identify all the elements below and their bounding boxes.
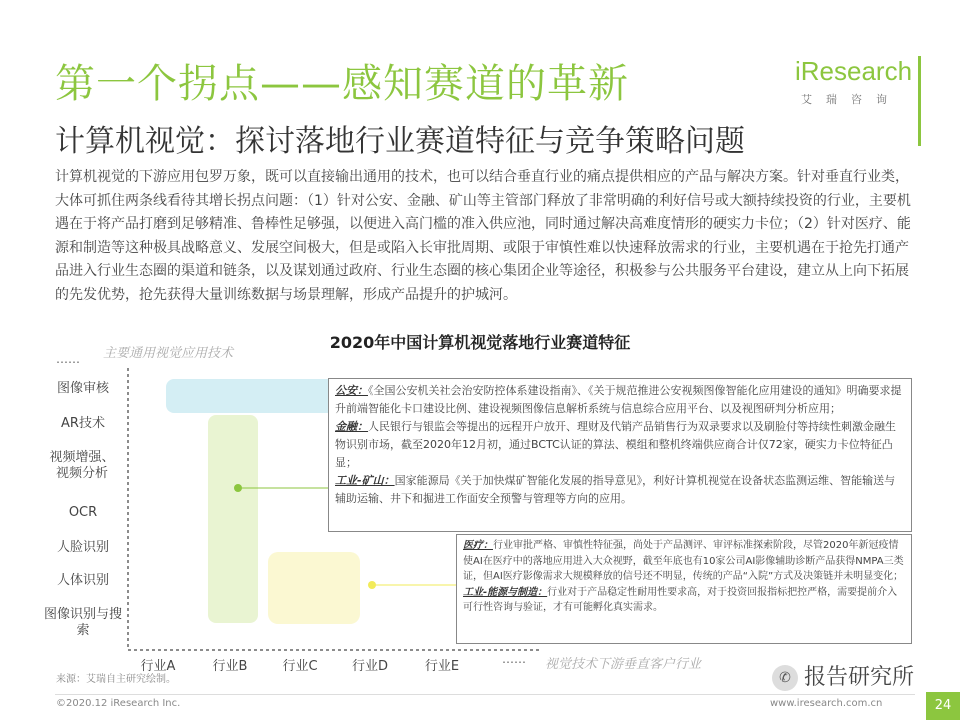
y-tick-image-search: 图像识别与搜索 — [43, 607, 122, 638]
page-subtitle: 计算机视觉：探讨落地行业赛道特征与竞争策略问题 — [55, 124, 745, 159]
y-tick-body-recognition: 人体识别 — [56, 573, 109, 588]
x-tick-industry-c: 行业C — [282, 659, 318, 674]
footer-divider — [55, 694, 915, 695]
y-tick-image-moderation: 图像审核 — [56, 381, 109, 396]
watermark-text: 报告研究所 — [804, 665, 915, 690]
callout-item — [463, 538, 905, 585]
x-tick-industry-b: 行业B — [212, 659, 248, 674]
intro-paragraph: 计算机视觉的下游应用包罗万象，既可以直接输出通用的技术，也可以结合垂直行业的痛点提供相应的产品与解决方案。针对垂直行业类，大体可抓住两条线看待其增长拐点问题：（1）针对公安、金融、矿山等主管部门释放了非常明确的利好信号或大额持续投资的行业，主要机遇在于将产品打磨到足够精准、鲁棒性足够强，以便进入高门槛的准入供应池，同时通过解决高难度情形的硬实力卡位；（2）针对医疗、能源和制造等这种极具战略意义、发展空间极大，但是或陷入长审批周期、或限于审慎性难以快速释放需求的行业，主要机遇在于抢先打通产品进入行业生态圈的渠道和链条，以及谋划通过政府、行业生态圈的核心集团企业等途径，积极参与公共服务平台建设，建立从上向下拓展的先发优势，抢先获得大量训练数据与场景理解，形成产品提升的护城河。 — [55, 169, 911, 303]
y-tick-ar: AR技术 — [61, 416, 105, 431]
watermark — [772, 660, 914, 691]
callout-text: 《全国公安机关社会治安防控体系建设指南》、《关于规范推进公安视频图像智能化应用建设的通知》明确要求提升前端智能化卡口建设比例、建设视频图像信息解析系统与信息综合应用平台、以及视图研判分析应用； — [335, 384, 902, 415]
callout-label: 金融： — [335, 420, 368, 433]
callout-item — [335, 418, 905, 472]
x-tick-ellipsis: …… — [502, 652, 526, 666]
marker-upper — [234, 484, 242, 492]
lower-block — [268, 552, 360, 624]
copyright: ©2020.12 iResearch Inc. — [56, 698, 181, 709]
callout-item — [335, 382, 905, 418]
vertical-band — [208, 415, 258, 623]
y-tick-ocr: OCR — [68, 505, 98, 520]
callout-text: 行业对于产品稳定性耐用性要求高，对于投资回报指标把控严格，需要提前介入可行性咨询与验证，才有可能孵化真实需求。 — [463, 586, 898, 613]
callout-text: 国家能源局《关于加快煤矿智能化发展的指导意见》，利好计算机视觉在设备状态监测运维、智能输送与辅助运输、井下和掘进工作面安全预警与管理等方向的应用。 — [335, 474, 896, 505]
callout-label: 医疗： — [463, 540, 493, 551]
y-tick-face-recognition: 人脸识别 — [56, 540, 109, 555]
callout-label: 公安： — [335, 384, 368, 397]
callout-upper — [328, 378, 912, 532]
y-axis-label: 主要通用视觉应用技术 — [103, 346, 234, 361]
x-tick-industry-d: 行业D — [351, 659, 388, 674]
callout-item — [335, 472, 905, 508]
website-link[interactable]: www.iresearch.com.cn — [770, 698, 883, 709]
callout-text: 行业审批严格、审慎性特征强，尚处于产品测评、审评标准探索阶段，尽管2020年新冠疫情使AI在医疗中的落地应用进入大众视野，截至年底也有10家公司AI影像辅助诊断产品获得NMPA三类证，但AI医疗影像需求大规模释放的信号还不明显，传统的产品“入院”方式及决策链并未明显变化； — [463, 540, 904, 582]
marker-lower — [368, 581, 376, 589]
callout-lower — [456, 534, 912, 644]
x-tick-industry-e: 行业E — [424, 659, 460, 674]
y-tick-video-analysis: 视频增强、视频分析 — [49, 450, 115, 481]
callout-text: 人民银行与银监会等提出的远程开户放开、理财及代销产品销售行为双录要求以及刷脸付等持续性刺激金融生物识别市场，截至2020年12月初，通过BCTC认证的算法、模组和整机终端供应商合计仅72家，硬实力卡位特征凸显； — [335, 420, 896, 469]
y-tick-ellipsis: …… — [56, 352, 80, 366]
page-title: 第一个拐点——感知赛道的革新 — [55, 61, 629, 107]
callout-item — [463, 585, 905, 616]
callout-label: 工业-矿山： — [335, 474, 395, 487]
logo-sub-text: 艾瑞咨询 — [801, 93, 901, 106]
logo-main-text: iResearch — [795, 56, 913, 86]
callout-label: 工业-能源与制造： — [463, 586, 548, 598]
page-number: 24 — [926, 692, 960, 720]
wechat-icon: ✆ — [772, 665, 798, 691]
chart-title: 2020年中国计算机视觉落地行业赛道特征 — [329, 333, 631, 352]
x-tick-industry-a: 行业A — [140, 659, 176, 674]
source-note: 来源：艾瑞自主研究绘制。 — [56, 674, 176, 685]
x-axis-label: 视觉技术下游垂直客户行业 — [545, 657, 702, 672]
